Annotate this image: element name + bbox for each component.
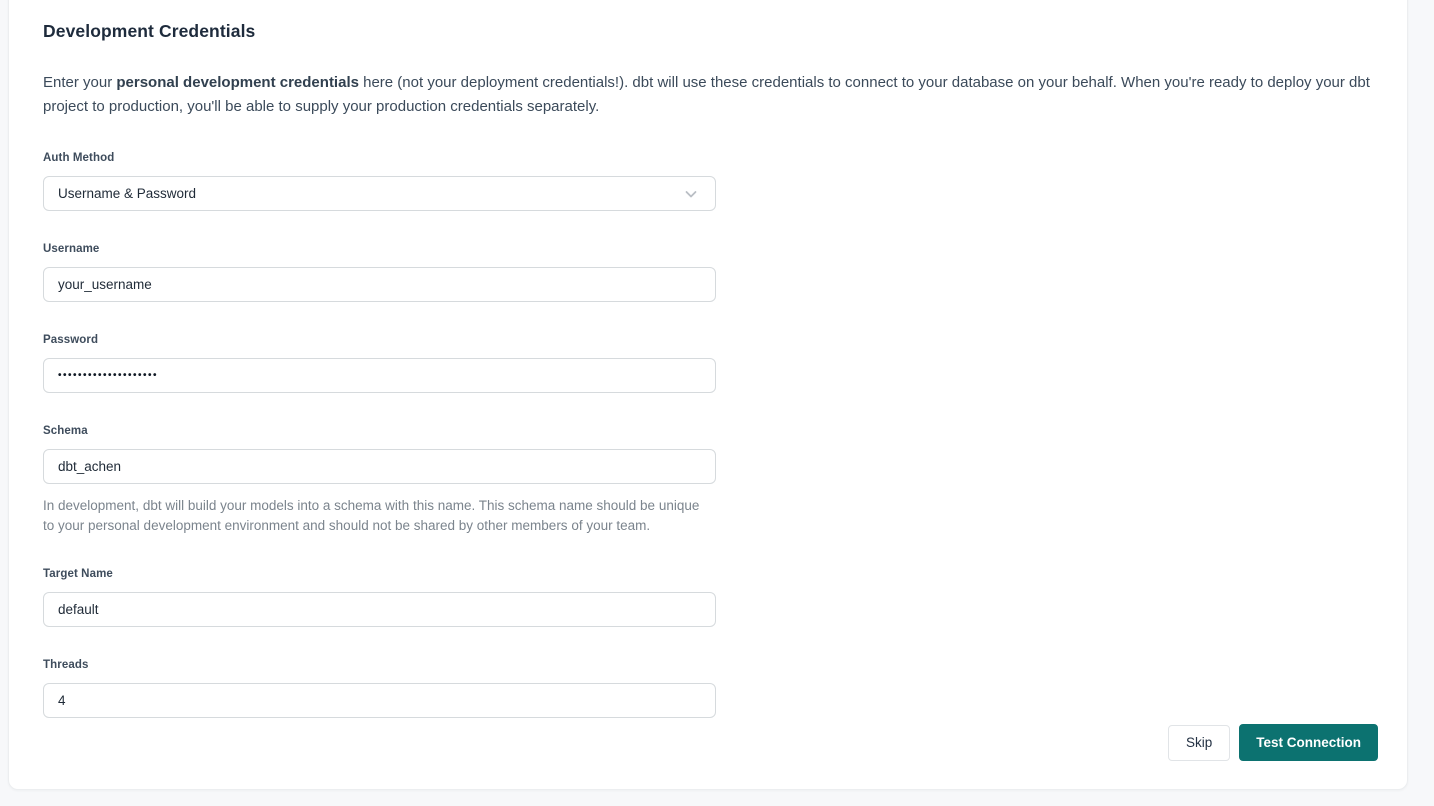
schema-help-text: In development, dbt will build your models into a schema with this name. This schema name should be unique to your personal development environment and should not be shared by other members of your team. <box>43 498 700 533</box>
target-name-input[interactable] <box>43 592 716 627</box>
form-actions <box>1168 724 1378 761</box>
auth-method-select[interactable] <box>43 176 716 211</box>
schema-group <box>43 425 716 536</box>
description-prefix: Enter your <box>43 74 117 91</box>
username-label: Username <box>43 243 100 255</box>
development-credentials-card <box>8 0 1408 790</box>
schema-input[interactable] <box>43 449 716 484</box>
username-input[interactable] <box>43 267 716 302</box>
auth-method-selected-value: Username & Password <box>58 186 197 201</box>
password-group <box>43 334 716 393</box>
threads-label: Threads <box>43 659 89 671</box>
threads-group <box>43 659 716 718</box>
password-label: Password <box>43 334 99 346</box>
credentials-form <box>43 152 716 718</box>
schema-label: Schema <box>43 425 88 437</box>
chevron-down-icon <box>683 186 701 202</box>
test-connection-button[interactable]: Test Connection <box>1239 724 1378 761</box>
skip-button[interactable]: Skip <box>1168 725 1230 761</box>
description-bold: personal development credentials <box>116 74 359 91</box>
auth-method-label: Auth Method <box>43 152 115 164</box>
username-group <box>43 243 716 302</box>
page-title: Development Credentials <box>43 21 256 41</box>
description-suffix: here (not your deployment credentials!). dbt will use these credentials to connect to your database on your behalf. When you're ready to deploy your dbt project to production, you'll be able to supply your production credentials separately. <box>43 74 1370 115</box>
target-name-label: Target Name <box>43 568 113 580</box>
auth-method-group <box>43 152 716 211</box>
description-text <box>43 71 1373 119</box>
threads-input[interactable] <box>43 683 716 718</box>
target-name-group <box>43 568 716 627</box>
password-input[interactable] <box>43 358 716 393</box>
